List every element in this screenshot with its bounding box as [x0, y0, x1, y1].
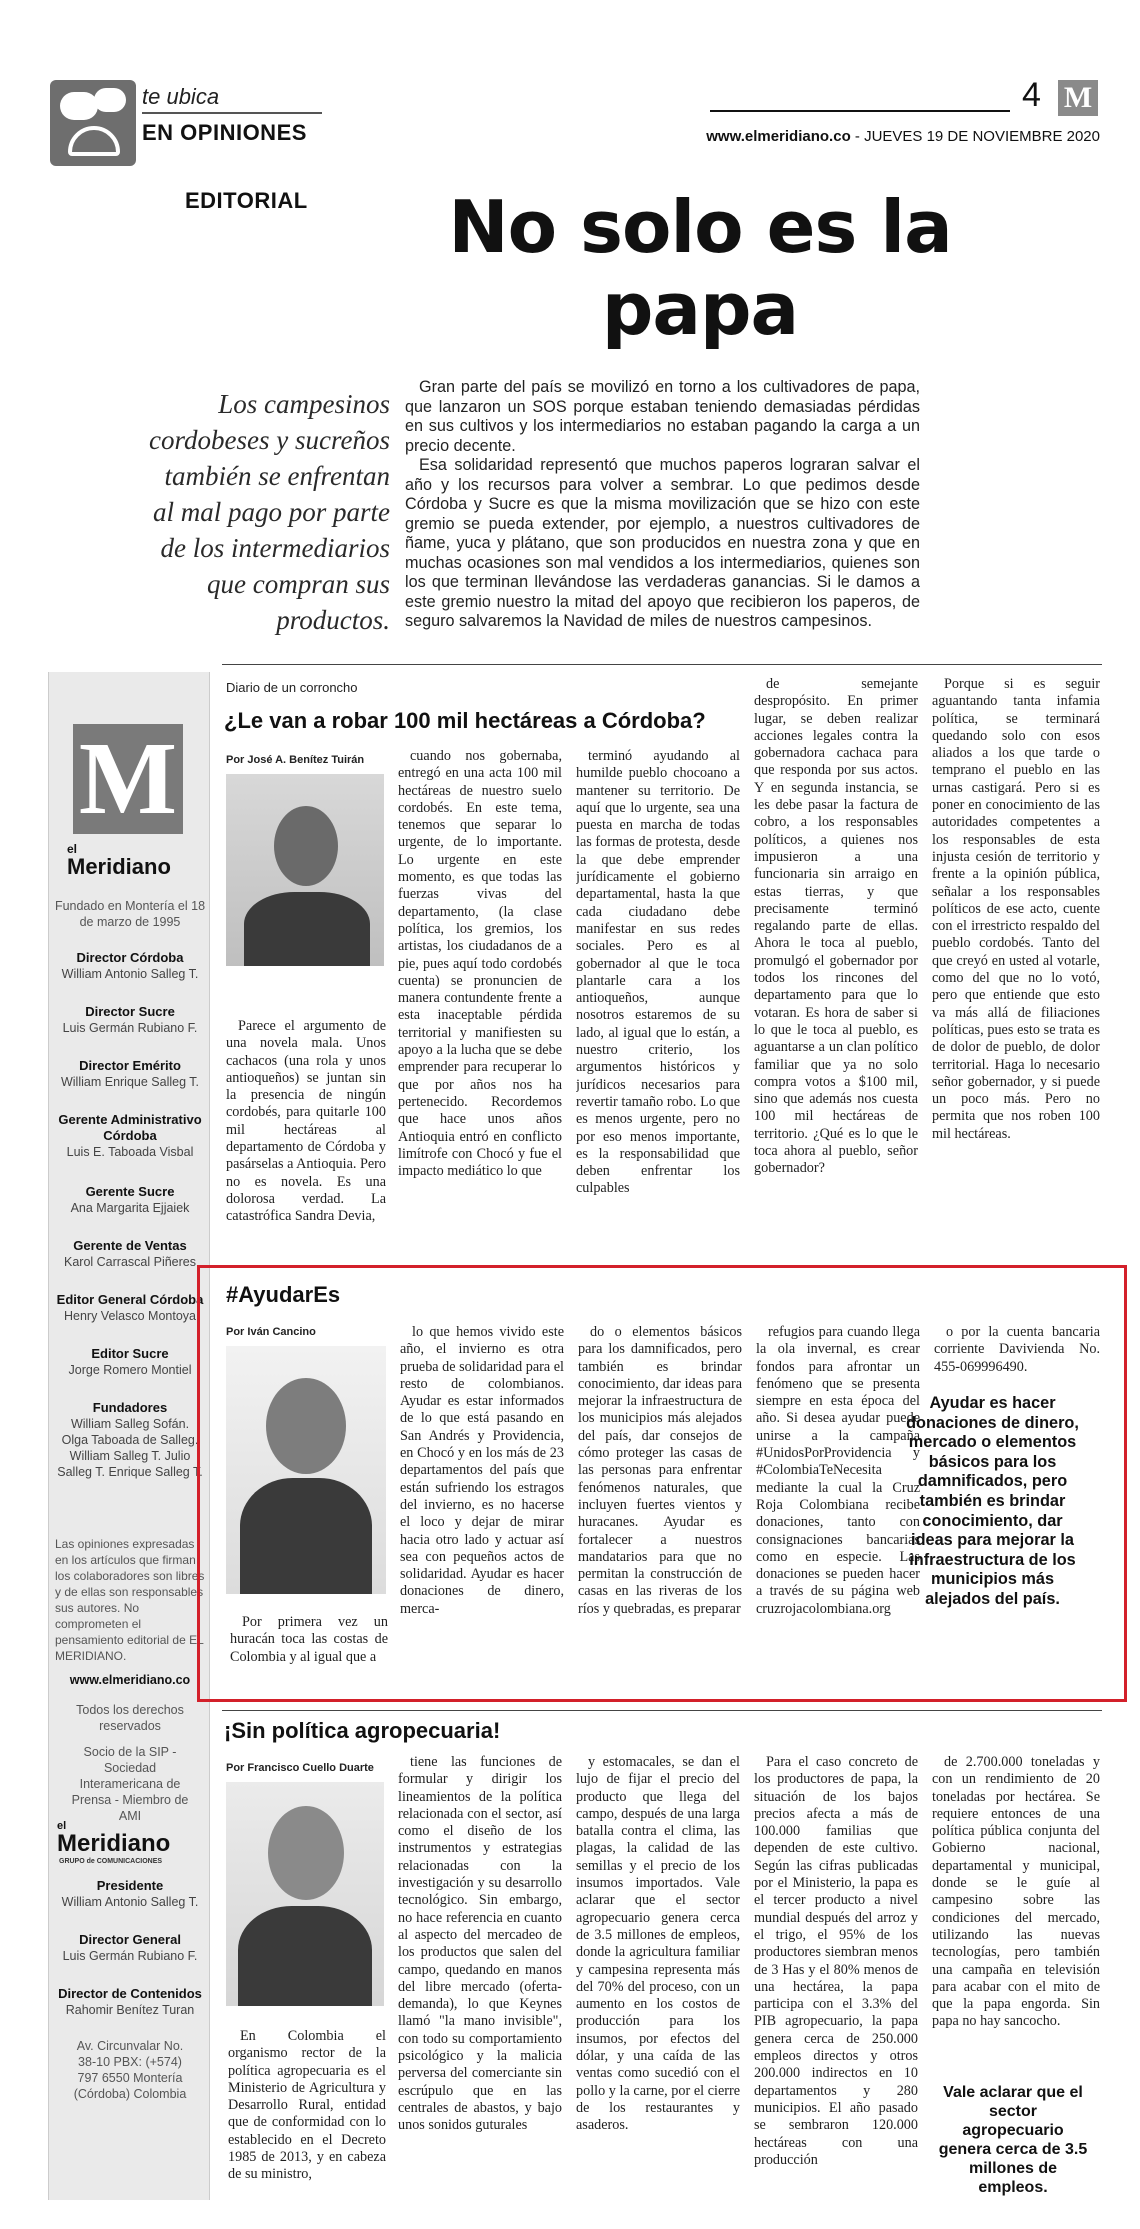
article2-author-photo — [226, 1346, 386, 1594]
article3-column-1: En Colombia el organismo rector de la política agropecuaria es el Ministerio de Agricultura y Desarrollo Rural, entidad que de conformidad con lo establecido en el Decreto 1985 de 2013, y en cabeza de su ministro, — [228, 2028, 386, 2183]
staff-name: Rahomir Benítez Turan — [65, 2003, 195, 2017]
article1-column-5: Porque si es seguir aguantando tanta infamia política, se terminará quedando solo con esos aliados a los que tarde o temprano el pueblo en las urnas castigará. Pero si es poner en conocimiento de las autoridades competentes a los responsables de esta injusta cesión de territorio y frente a la opinión pública, señalar a los responsables políticos de ese acto, cuente con el irrestricto respaldo del pueblo cordobés. Tanto del que creyó en usted al votarle, como del que no lo votó, pero que entiende que esto va más allá de filiaciones políticas, pues esto se trata es de dolor de pueblo, de dolor territorial. Haga lo necesario señor gobernador, y si puede un poco más. Pero no permita que nos roben 100 mil hectáreas. — [932, 676, 1100, 1142]
staff-role: Fundadores — [92, 1400, 168, 1415]
article3-column-2: tiene las funciones de formular y dirigir los lineamientos de la política relacionada con el sector, así como el diseño de los instrumentos y estrategias relacionadas con la investigación y su desarrollo tecnológico. Sin embargo, no hace referencia en cuanto al aspecto del mercadeo de los productos que salen del campo, quedando en manos del libre mercado (oferta-demanda), lo que Keynes llamó "la mano invisible", con todo su comportamiento psicológico y la malicia perversa del comerciante sin escrúpulo que en las centrales de abastos, y bajo unos sonidos guturales — [398, 1754, 562, 2134]
dateline — [690, 128, 1100, 145]
group-staff-entry — [49, 1878, 211, 1910]
article1-column-4: de semejante despropósito. En primer lugar, se deben realizar acciones legales contra la gobernadora cachaca para que responda por sus actos. Y en segunda instancia, se les debe pasar la factura de cobro, a los responsables políticos, a quienes nos impusieron a una funcionaria sin arraigo en estas tierras, y que precisamente terminó regalando parte de ellas. Ahora le toca al pueblo, promulgó el gobernador por todos los rincones del departamento para que lo votaran. Es hora de saber si lo que le toca al pueblo, es aguantarse a un clan político familiar que ya no solo compra votos a $100 mil, sino que además nos cuesta 100 mil hectáreas de territorio. ¿Qué es lo que le toca ahora al pueblo, señor gobernador? — [754, 676, 918, 1177]
group-logo: Meridiano — [57, 1830, 171, 1857]
staff-name: William Antonio Salleg T. — [61, 1895, 199, 1909]
masthead-sidebar — [48, 672, 210, 2200]
article2-column-2: lo que hemos vivido este año, el invierno es otra prueba de solidaridad para el resto de colombianos. Ayudar es estar informados de lo que está pasando en San Andrés y Providencia, en Chocó y en los más de 23 departamentos del país que están sufriendo los estragos del invierno, es no hacerse el loco y dejar de mirar hacia otro lado y actuar así sea con pequeños actos de solidaridad. Ayudar es hacer donaciones de dinero, merca- — [400, 1324, 564, 1617]
staff-role: Director Córdoba — [76, 950, 184, 965]
staff-name: Luis Germán Rubiano F. — [62, 1949, 198, 1963]
disclaimer: Las opiniones expresadas en los artículos que firman los colaboradores son libres y de ellas son responsables sus autores. No comprometen el pensamiento editorial de EL MERIDIANO. — [55, 1537, 205, 1663]
article1-author-photo — [226, 774, 384, 966]
page-number: 4 — [1022, 76, 1041, 114]
staff-entry — [49, 1058, 211, 1090]
sidebar-website[interactable]: www.elmeridiano.co — [69, 1673, 191, 1687]
tagline-section: EN OPINIONES — [142, 120, 307, 145]
article1-kicker: Diario de un corroncho — [226, 680, 358, 695]
address: Av. Circunvalar No. 38-10 PBX: (+574) 797 6550 Montería (Córdoba) Colombia — [73, 2039, 187, 2101]
meridiano-logo-icon: M — [73, 724, 183, 834]
article1-column-3: terminó ayudando al humilde pueblo chocoano a mantener su territorio. De aquí que lo urgente, sea una puesta en marcha de todas las formas de protesta, desde la que debe emprender jurídicamente el gobierno departamental, hasta la que cada ciudadano debe manifestar en sus redes sociales. Pero es al gobernador al que le toca plantarle cara a los antioqueños, aunque nosotros estaremos de su lado, al igual que lo están, a nuestro criterio, los argumentos históricos y jurídicos necesarios para revertir tamaño robo. Lo que es menos urgente, pero no por eso menos importante, es la responsabilidad que deben enfrentar los culpables — [576, 748, 740, 1197]
tagline-top: te ubica — [142, 84, 220, 109]
editorial-pullquote: Los campesinos cordobeses y sucreños también se enfrentan al mal pago por parte de los intermediarios que compran sus productos. — [149, 389, 390, 635]
article3-author-photo — [226, 1782, 384, 2006]
article3-column-3: y estomacales, se dan el lujo de fijar el precio del producto que llega del campo, después de una larga batalla contra el clima, las plagas, la calidad de las semillas y el precio de los insumos importados. Vale aclarar que el sector agropecuario genera cerca de 3.5 millones de empleos, donde la agricultura familiar y campesina representa más del 70% del proceso, con un aumento en los costos de producción para los insumos, por efectos del dólar, y una caída de las ventas como sucedió con el pollo y la carne, por el cierre de los restaurantes y asaderos. — [576, 1754, 740, 2134]
founded-note: Fundado en Montería el 18 de marzo de 1995 — [54, 899, 206, 929]
meridiano-badge-icon: M — [1058, 80, 1098, 116]
staff-name: Jorge Romero Montiel — [68, 1363, 192, 1377]
staff-entry — [49, 1004, 211, 1036]
section-rule — [222, 1710, 1102, 1711]
opinion-section-icon — [50, 80, 136, 166]
staff-role: Presidente — [96, 1878, 164, 1893]
rights-note: Todos los derechos reservados — [76, 1703, 184, 1733]
wordmark-prefix: el — [67, 842, 78, 856]
staff-entry — [49, 1292, 211, 1324]
group-logo-subtitle: GRUPO de COMUNICACIONES — [59, 1858, 163, 1865]
article2-column-5: o por la cuenta bancaria corriente Davivienda No. 455-069996490. — [934, 1324, 1100, 1375]
wordmark: Meridiano — [67, 854, 171, 879]
editorial-paragraph: Gran parte del país se movilizó en torno a los cultivadores de papa, que lanzaron un SOS porque estaban teniendo demasiadas pérdidas en sus cultivos y los intermediarios no estaban pagando la carga a un precio decente. — [405, 378, 920, 455]
staff-entry — [49, 1238, 211, 1270]
staff-role: Director General — [79, 1932, 181, 1947]
staff-role: Gerente Administrativo Córdoba — [58, 1112, 202, 1143]
article2-column-1: Por primera vez un huracán toca las costas de Colombia y al igual que a — [230, 1614, 388, 1665]
staff-name: Luis Germán Rubiano F. — [62, 1021, 198, 1035]
editorial-headline: No solo es la papa — [448, 185, 952, 351]
staff-name: William Enrique Salleg T. — [60, 1075, 200, 1089]
staff-name: Karol Carrascal Piñeres — [64, 1255, 196, 1269]
article2-title: #AyudarEs — [226, 1282, 341, 1307]
staff-entry — [49, 1184, 211, 1216]
header-rule — [710, 110, 1010, 112]
article3-title: ¡Sin política agropecuaria! — [224, 1718, 501, 1743]
article1-column-2: cuando nos gobernaba, entregó en una acta 100 mil hectáreas de nuestro suelo cordobés. En este tema, tenemos que separar lo urgente, de lo importante. Lo urgente en este momento, es que todas las fuerzas vivas del departamento, (la clase política, los gremios, los artistas, los ciudadanos de a pie, pues aquí todo cordobés cuenta) se pronuncien de manera contundente frente a esta inaceptable pérdida territorial y manifiesten su apoyo a la lucha que se debe emprender para recuperar lo que por años nos ha pertenecido. Recordemos que hace unos años Antioquia entró en conflicto limítrofe con Chocó y fue el impacto mediático lo que — [398, 748, 562, 1180]
group-logo-prefix: el — [57, 1820, 67, 1832]
sip-note: Socio de la SIP - Sociedad Interamericana de Prensa - Miembro de AMI — [71, 1745, 189, 1823]
group-staff-entry — [49, 1986, 211, 2018]
staff-name: Henry Velasco Montoya — [63, 1309, 196, 1323]
article2-column-4: refugios para cuando llega la ola invernal, es crear fondos para afrontar un fenómeno que se presenta siempre en esta época del año. Si desea ayudar puede unirse a la campaña #UnidosPorProvidencia y #ColombiaTeNecesita mediante la cual la Cruz Roja Colombiana recibe donaciones, tanto con consignaciones bancarias como en especie. Las donaciones se pueden hacer a través de su página web cruzrojacolombiana.org — [756, 1324, 920, 1617]
staff-entry — [49, 1112, 211, 1160]
staff-entry — [49, 1400, 211, 1480]
article3-column-4: Para el caso concreto de los productores de papa, la situación de los bajos precios afecta a más de 100.000 familias que dependen de este cultivo. Según las cifras publicadas por el Ministerio, la papa es el tercer producto a nivel mundial después del arroz y el trigo, el 95% de los productores siembran menos de 3 Has y el 80% menos de una hectárea, la papa participa con el 3.3% del PIB agropecuario, la papa genera cerca de 250.000 empleos directos y otros 200.000 indirectos en 10 departamentos y 280 municipios. El año pasado se sembraron 120.000 hectáreas con una producción — [754, 1754, 918, 2168]
staff-role: Gerente de Ventas — [73, 1238, 187, 1253]
staff-role: Director de Contenidos — [58, 1986, 202, 2001]
staff-entry — [49, 1346, 211, 1378]
website-link[interactable]: www.elmeridiano.co — [706, 128, 851, 145]
editorial-body — [405, 378, 920, 632]
article3-column-5: de 2.700.000 toneladas y con un rendimiento de 20 toneladas por hectárea. Se requiere entonces de una política pública conjunta del Gobierno nacional, departamental y municipal, donde se le guíe al campesino sobre las condiciones del mercado, utilizando las nuevas tecnologías, pero también una campaña en televisión para acabar con el mito de que la papa engorda. Sin papa no hay sancocho. — [932, 1754, 1100, 2030]
article3-pullquote: Vale aclarar que el sector agropecuario genera cerca de 3.5 millones de empleos. — [938, 2084, 1088, 2196]
article1-column-1: Parece el argumento de una novela mala. Unos cachacos (una rola y unos antioqueños) se juntan sin la presencia de ningún cordobés, para quitarle 100 mil hectáreas al departamento de Córdoba y pasárselas a Antioquia. Pero no es novela. Es una dolorosa verdad. La catastrófica Sandra Devia, — [226, 1018, 386, 1225]
article2-pullquote: Ayudar es hacer donaciones de dinero, mercado o elementos básicos para los damnificados, pero también es brindar conocimiento, dar ideas para mejorar la infraestructura de los municipios más alejados del país. — [906, 1394, 1079, 1608]
staff-entry — [49, 950, 211, 982]
article3-byline: Por Francisco Cuello Duarte — [226, 1762, 374, 1774]
article2-byline: Por Iván Cancino — [226, 1326, 316, 1338]
staff-role: Director Emérito — [79, 1058, 181, 1073]
staff-role: Director Sucre — [85, 1004, 175, 1019]
section-rule — [222, 664, 1102, 665]
editorial-paragraph: Esa solidaridad representó que muchos paperos lograran salvar el año y los recursos para volver a sembrar. Lo que pedimos desde Córdoba y Sucre es que la misma movilización que se hizo con este gremio se pueda extender, por ejemplo, a nuestros cultivadores de ñame, yuca y plátano, que son producidos en nuestra zona y que en muchas ocasiones son mal vendidos a los intermediarios, quienes son los que terminan llevándose las verdaderas ganancias. Si le damos a este gremio nuestro la mitad del apoyo que recibieron los paperos, de seguro salvaremos la Navidad de miles de nuestros campesinos. — [405, 456, 920, 630]
article2-column-3: do o elementos básicos para los damnificados, pero también es brindar conocimiento, dar ideas para mejorar la infraestructura de los municipios más alejados del país, dar consejos de cómo proteger las casas de las personas para enfrentar fenómenos naturales, que incluyen fuertes vientos y huracanes. Ayudar es fortalecer a nuestros mandatarios para que no permitan la construcción de casas en las riveras de los ríos y quebradas, es preparar — [578, 1324, 742, 1617]
article1-byline: Por José A. Benítez Tuirán — [226, 754, 365, 766]
group-staff-entry — [49, 1932, 211, 1964]
staff-name: Ana Margarita Ejjaiek — [70, 1201, 190, 1215]
staff-name: William Salleg Sofán. Olga Taboada de Salleg. William Salleg T. Julio Salleg T. Enrique Salleg T. — [57, 1417, 203, 1479]
staff-name: Luis E. Taboada Visbal — [66, 1145, 194, 1159]
issue-date: - JUEVES 19 DE NOVIEMBRE 2020 — [850, 128, 1100, 145]
section-label: EDITORIAL — [185, 188, 308, 213]
article1-title: ¿Le van a robar 100 mil hectáreas a Córdoba? — [224, 708, 706, 733]
staff-role: Gerente Sucre — [85, 1184, 175, 1199]
staff-role: Editor Sucre — [91, 1346, 169, 1361]
tagline-divider — [142, 112, 322, 114]
staff-name: William Antonio Salleg T. — [61, 967, 199, 981]
staff-role: Editor General Córdoba — [56, 1292, 204, 1307]
